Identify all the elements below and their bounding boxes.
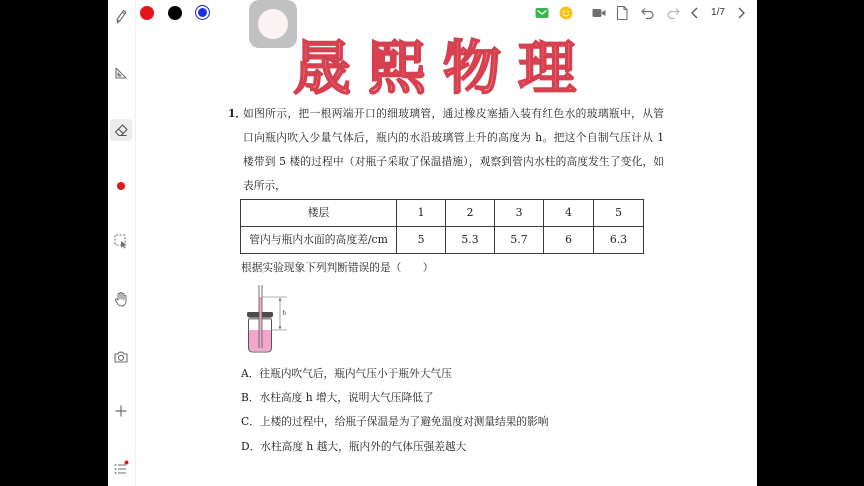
outline-list-tool[interactable]	[113, 460, 129, 476]
table-header-cell: 5	[594, 200, 644, 227]
option-label: B．	[241, 391, 260, 404]
redo-icon[interactable]	[665, 5, 681, 21]
tube-water-column	[259, 297, 261, 348]
record-button[interactable]	[591, 5, 607, 21]
question-prompt: 根据实验现象下列判断错误的是（ ）	[241, 261, 434, 274]
table-header-cell: 1	[397, 200, 446, 227]
table-row-height-difference	[241, 227, 644, 254]
table-header-cell: 4	[544, 200, 594, 227]
question-line: 如图所示，把一根两端开口的细玻璃管，通过橡皮塞插入装有红色水的玻璃瓶中，从管	[243, 107, 664, 120]
option-c	[241, 410, 548, 434]
option-text: 水柱高度 h 增大，说明大气压降低了	[259, 391, 434, 404]
pencil-tool[interactable]	[113, 9, 129, 25]
chevron-right-icon[interactable]	[733, 5, 749, 21]
option-text: 往瓶内吹气后，瓶内气压小于瓶外大气压	[259, 367, 452, 380]
camera-tool[interactable]	[113, 349, 129, 365]
eraser-icon[interactable]	[113, 122, 129, 138]
option-d	[241, 435, 466, 459]
option-a	[241, 362, 452, 386]
add-tool[interactable]	[113, 403, 129, 419]
eraser-tool[interactable]	[113, 122, 129, 138]
video-camera-icon[interactable]	[591, 5, 607, 21]
option-text: 上楼的过程中，给瓶子保温是为了避免温度对测量结果的影响	[259, 415, 549, 428]
lasso-select-icon[interactable]	[113, 233, 129, 249]
pen-color-red[interactable]	[140, 6, 154, 20]
emoji-button[interactable]	[558, 5, 574, 21]
option-b	[241, 386, 434, 410]
previous-page-button[interactable]	[687, 5, 703, 21]
ruler-icon[interactable]	[113, 65, 129, 81]
page-indicator: 1/7	[711, 7, 725, 18]
question-line: 表所示，	[243, 179, 286, 192]
table-header-cell: 楼层	[241, 200, 397, 227]
outline-list-icon[interactable]	[113, 460, 129, 476]
smiley-icon[interactable]	[558, 5, 574, 21]
floating-assist-button[interactable]	[249, 0, 297, 48]
barometer-figure	[242, 283, 292, 355]
question-line: 口向瓶内吹入少量气体后，瓶内的水沿玻璃管上升的高度为 h。把这个自制气压计从 1	[243, 131, 664, 144]
table-row-floor	[241, 200, 644, 227]
table-value-cell: 5.7	[495, 227, 544, 254]
floating-button-knob[interactable]	[258, 9, 288, 39]
option-text: 水柱高度 h 越大，瓶内外的气体压强差越大	[260, 440, 467, 453]
hand-icon[interactable]	[113, 291, 129, 307]
table-value-cell: 6	[544, 227, 594, 254]
document-icon[interactable]	[614, 5, 630, 21]
active-color-dot[interactable]	[117, 182, 125, 190]
pencil-icon[interactable]	[113, 9, 129, 25]
question-stem	[243, 102, 664, 198]
table-value-cell: 6.3	[594, 227, 644, 254]
question-line: 楼带到 5 楼的过程中（对瓶子采取了保温措施），观察到管内水柱的高度发生了变化，如	[243, 155, 664, 168]
left-toolbar	[108, 0, 136, 486]
watermark-title: 晟熙物理	[293, 34, 594, 102]
mail-icon[interactable]	[534, 5, 550, 21]
option-label: C．	[241, 415, 260, 428]
undo-button[interactable]	[640, 5, 656, 21]
table-header-cell: 2	[446, 200, 495, 227]
option-label: A．	[241, 367, 260, 380]
camera-icon[interactable]	[113, 349, 129, 365]
hand-tool[interactable]	[113, 291, 129, 307]
annotation-app	[108, 0, 757, 486]
document-button[interactable]	[614, 5, 630, 21]
table-value-cell: 5	[397, 227, 446, 254]
chevron-left-icon[interactable]	[687, 5, 703, 21]
undo-icon[interactable]	[640, 5, 656, 21]
plus-icon[interactable]	[113, 403, 129, 419]
table-row-label: 管内与瓶内水面的高度差/cm	[241, 227, 397, 254]
pen-color-blue[interactable]	[195, 5, 210, 20]
next-page-button[interactable]	[733, 5, 749, 21]
mail-button[interactable]	[534, 5, 550, 21]
option-label: D．	[241, 440, 261, 453]
question-number: 1．	[228, 107, 247, 120]
floor-height-table	[240, 199, 644, 254]
height-label: h	[282, 309, 286, 317]
table-header-cell: 3	[495, 200, 544, 227]
ruler-tool[interactable]	[113, 65, 129, 81]
pen-color-black[interactable]	[168, 6, 182, 20]
lasso-tool[interactable]	[113, 233, 129, 249]
table-value-cell: 5.3	[446, 227, 495, 254]
redo-button[interactable]	[665, 5, 681, 21]
